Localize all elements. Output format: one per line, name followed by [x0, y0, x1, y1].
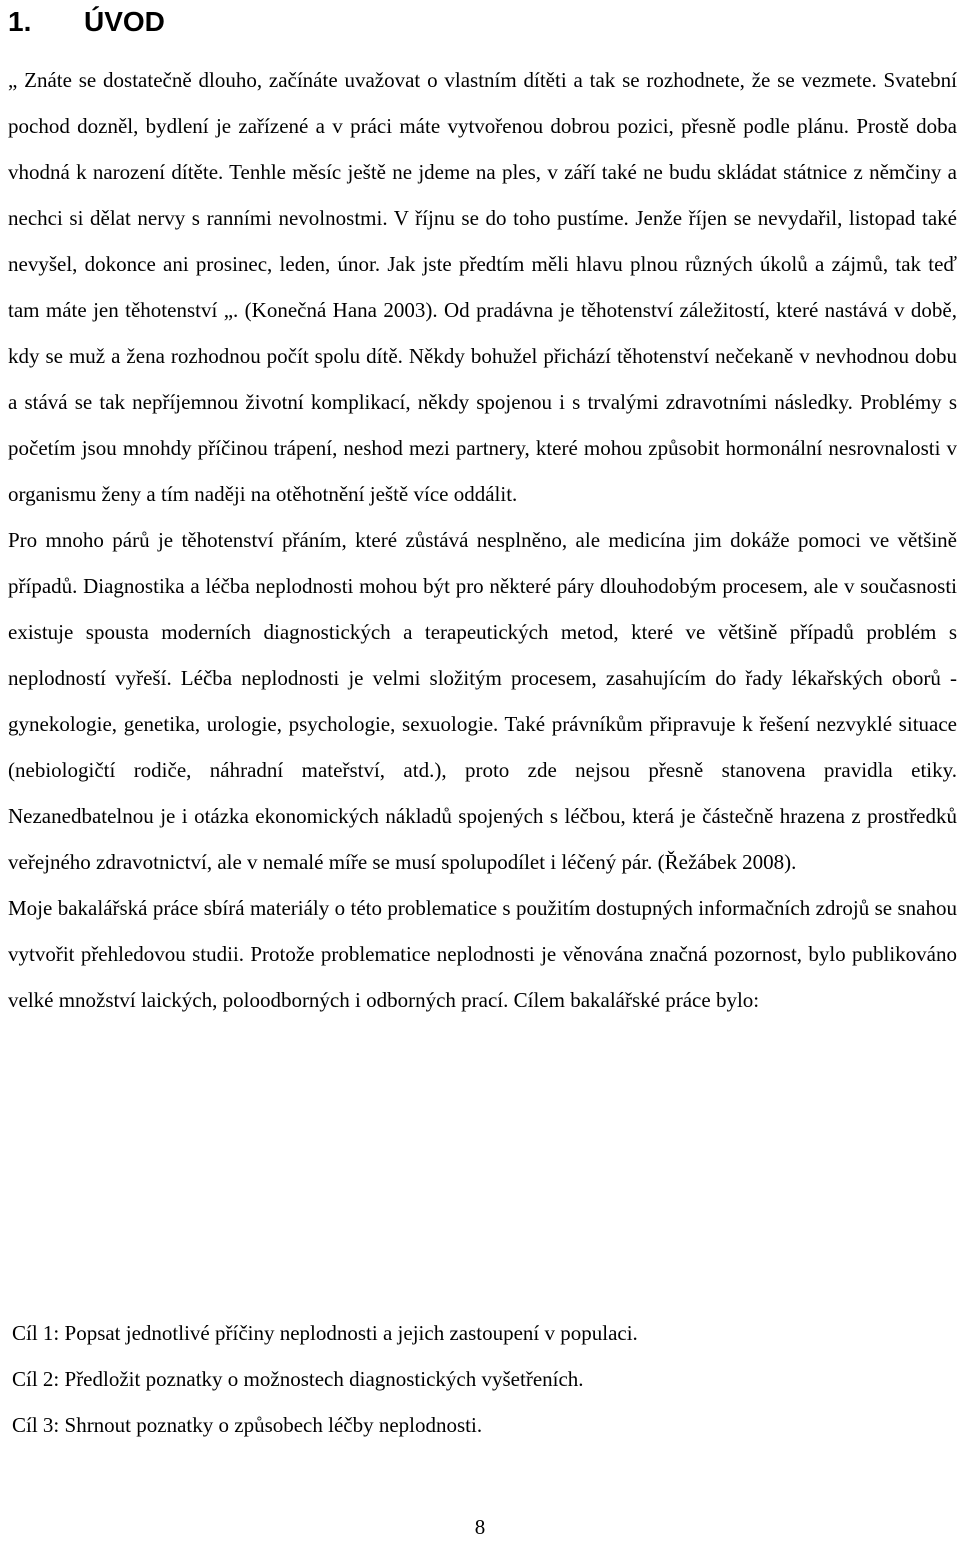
- goal-item: Cíl 3: Shrnout poznatky o způsobech léčby neplodnosti.: [12, 1413, 483, 1437]
- body-text: [8, 57, 957, 1023]
- goal-item: Cíl 1: Popsat jednotlivé příčiny neplodnosti a jejich zastoupení v populaci.: [12, 1321, 638, 1345]
- goal-item: Cíl 2: Předložit poznatky o možnostech diagnostických vyšetřeních.: [12, 1367, 584, 1391]
- chapter-title: ÚVOD: [84, 6, 165, 37]
- chapter-number: 1.: [8, 6, 32, 37]
- chapter-heading: [8, 2, 165, 42]
- paragraph-intro: „ Znáte se dostatečně dlouho, začínáte uvažovat o vlastním dítěti a tak se rozhodnete, že se vezmete. Svatební pochod dozněl, bydlení je zařízené a v práci máte vytvořenou dobrou pozici, přesně podle plánu. Prostě doba vhodná k narození dítěte. Tenhle měsíc ještě ne jdeme na ples, v září také ne budu skládat státnice z němčiny a nechci si dělat nervy s ranními nevolnostmi. V říjnu se do toho pustíme. Jenže říjen se nevydařil, listopad také nevyšel, dokonce ani prosinec, leden, únor. Jak jste předtím měli hlavu plnou různých úkolů a zájmů, tak teď tam máte jen těhotenství „. (Konečná Hana 2003). Od pradávna je těhotenství záležitostí, které nastává v době, kdy se muž a žena rozhodnou počít spolu dítě. Někdy bohužel přichází těhotenství nečekaně v nevhodnou dobu a stává se tak nepříjemnou životní komplikací, někdy spojenou i s trvalými zdravotními následky. Problémy s početím jsou mnohdy příčinou trápení, neshod mezi partnery, které mohou způsobit hormonální nesrovnalosti v organismu ženy a tím naději na otěhotnění ještě více oddálit.: [8, 68, 957, 506]
- paragraph-thesis-aim: Moje bakalářská práce sbírá materiály o této problematice s použitím dostupných informačních zdrojů se snahou vytvořit přehledovou studii. Protože problematice neplodnosti je věnována značná pozornost, bylo publikováno velké množství laických, poloodborných i odborných prací. Cílem bakalářské práce bylo:: [8, 896, 957, 1012]
- goals-list: [12, 1310, 952, 1448]
- paragraph-medicine: Pro mnoho párů je těhotenství přáním, které zůstává nesplněno, ale medicína jim dokáže pomoci ve většině případů. Diagnostika a léčba neplodnosti mohou být pro některé páry dlouhodobým procesem, ale v současnosti existuje spousta moderních diagnostických a terapeutických metod, které ve většině případů problém s neplodností vyřeší. Léčba neplodnosti je velmi složitým procesem, zasahujícím do řady lékařských oborů - gynekologie, genetika, urologie, psychologie, sexuologie. Také právníkům připravuje k řešení nezvyklé situace (nebiologičtí rodiče, náhradní mateřství, atd.), proto zde nejsou přesně stanovena pravidla etiky. Nezanedbatelnou je i otázka ekonomických nákladů spojených s léčbou, která je částečně hrazena z prostředků veřejného zdravotnictví, ale v nemalé míře se musí spolupodílet i léčený pár. (Řežábek 2008).: [8, 528, 957, 874]
- page-number: 8: [474, 1515, 486, 1539]
